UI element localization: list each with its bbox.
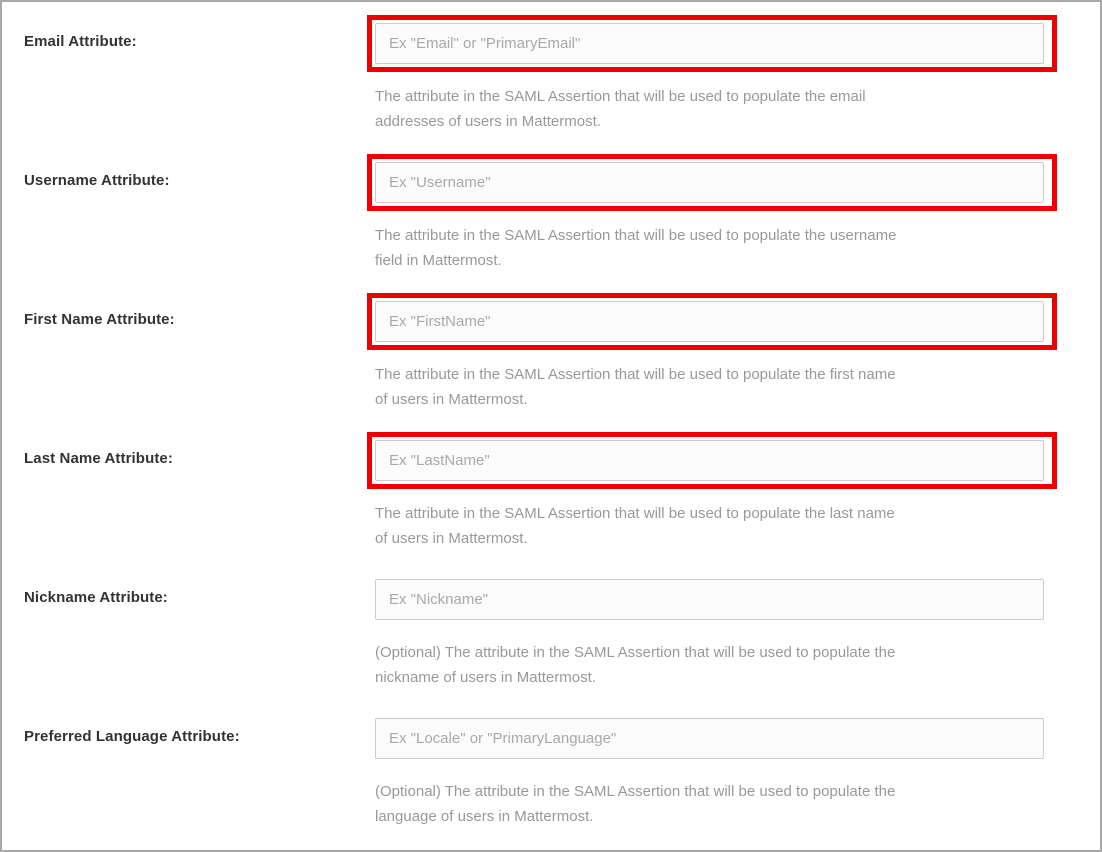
help-line: The attribute in the SAML Assertion that will be used to populate the username [375, 227, 897, 244]
input-box-nickname [367, 571, 1057, 628]
help-line: language of users in Mattermost. [375, 808, 594, 825]
help-line: addresses of users in Mattermost. [375, 113, 601, 130]
form-row-last-name-attribute [24, 432, 1100, 551]
help-line: field in Mattermost. [375, 252, 502, 269]
last-name-attribute-help-text [375, 501, 1057, 551]
field-column [367, 432, 1057, 551]
email-attribute-label: Email Attribute: [24, 33, 137, 50]
last-name-attribute-label: Last Name Attribute: [24, 450, 173, 467]
highlight-box-first-name [367, 293, 1057, 350]
username-attribute-help-text [375, 223, 1057, 273]
help-line: nickname of users in Mattermost. [375, 669, 596, 686]
form-row-first-name-attribute [24, 293, 1100, 412]
form-row-email-attribute [24, 15, 1100, 134]
field-column [367, 293, 1057, 412]
label-column [24, 710, 367, 829]
form-row-username-attribute [24, 154, 1100, 273]
username-attribute-input[interactable] [375, 162, 1044, 203]
form-row-nickname-attribute [24, 571, 1100, 690]
highlight-box-username [367, 154, 1057, 211]
field-column [367, 154, 1057, 273]
email-attribute-help-text [375, 84, 1057, 134]
first-name-attribute-input[interactable] [375, 301, 1044, 342]
username-attribute-label: Username Attribute: [24, 172, 170, 189]
field-column [367, 15, 1057, 134]
field-column [367, 571, 1057, 690]
label-column [24, 571, 367, 690]
help-line: The attribute in the SAML Assertion that will be used to populate the email [375, 88, 866, 105]
input-box-preferred-language [367, 710, 1057, 767]
nickname-attribute-input[interactable] [375, 579, 1044, 620]
email-attribute-input[interactable] [375, 23, 1044, 64]
help-line: of users in Mattermost. [375, 391, 528, 408]
form-row-preferred-language-attribute [24, 710, 1100, 829]
preferred-language-attribute-help-text [375, 779, 1057, 829]
help-line: The attribute in the SAML Assertion that will be used to populate the first name [375, 366, 896, 383]
first-name-attribute-label: First Name Attribute: [24, 311, 175, 328]
label-column [24, 15, 367, 134]
help-line: of users in Mattermost. [375, 530, 528, 547]
label-column [24, 293, 367, 412]
first-name-attribute-help-text [375, 362, 1057, 412]
help-line: The attribute in the SAML Assertion that will be used to populate the last name [375, 505, 895, 522]
preferred-language-attribute-label: Preferred Language Attribute: [24, 728, 240, 745]
highlight-box-last-name [367, 432, 1057, 489]
nickname-attribute-help-text [375, 640, 1057, 690]
nickname-attribute-label: Nickname Attribute: [24, 589, 168, 606]
help-line: (Optional) The attribute in the SAML Assertion that will be used to populate the [375, 783, 896, 800]
last-name-attribute-input[interactable] [375, 440, 1044, 481]
help-line: (Optional) The attribute in the SAML Assertion that will be used to populate the [375, 644, 896, 661]
field-column [367, 710, 1057, 829]
highlight-box-email [367, 15, 1057, 72]
preferred-language-attribute-input[interactable] [375, 718, 1044, 759]
label-column [24, 154, 367, 273]
label-column [24, 432, 367, 551]
